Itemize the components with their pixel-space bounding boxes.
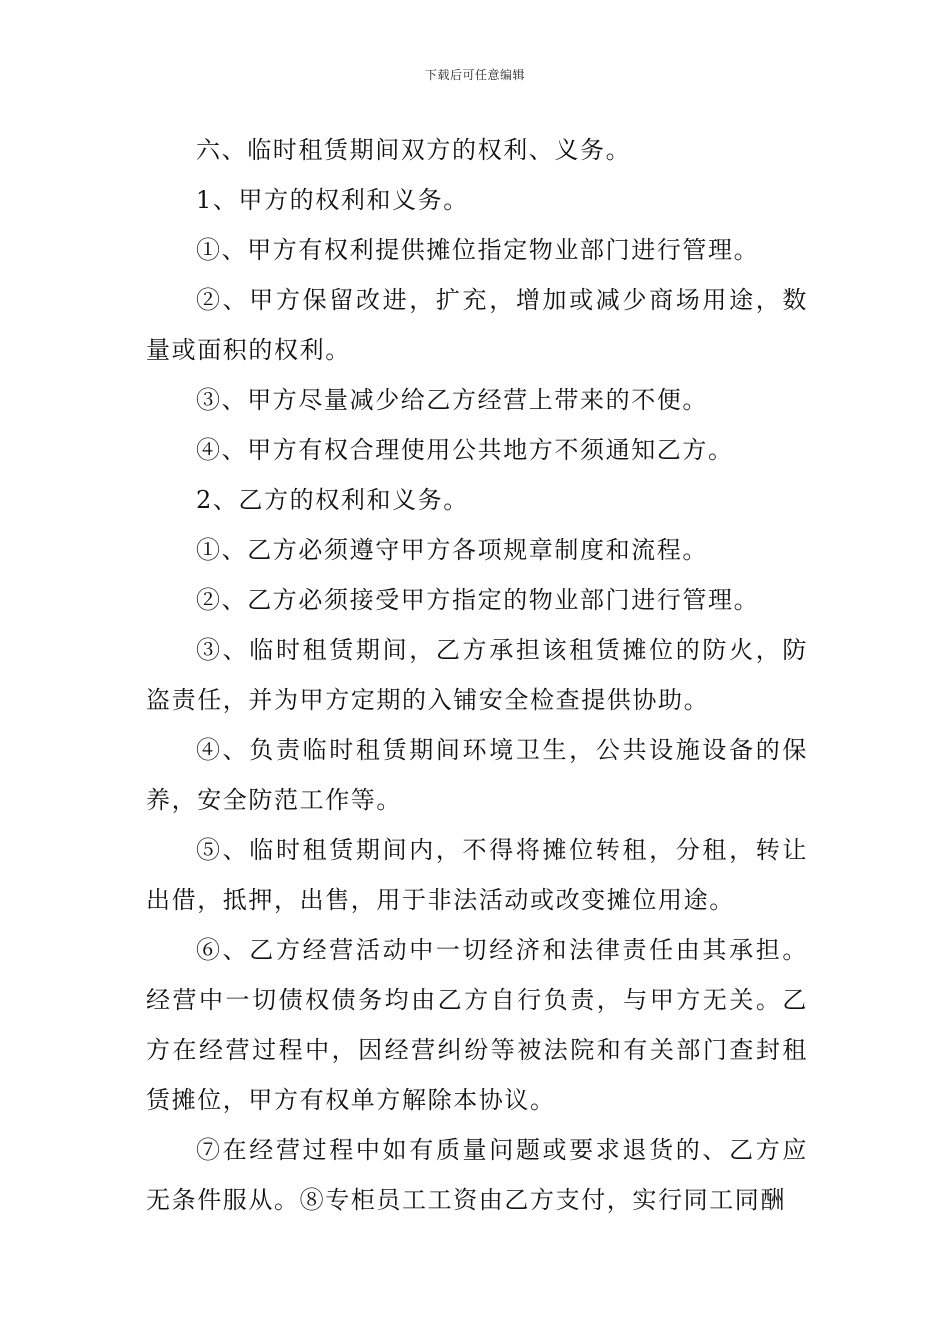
party-a-clause-3: ③、甲方尽量减少给乙方经营上带来的不便。	[196, 386, 708, 414]
party-a-clause-1: ①、甲方有权利提供摊位指定物业部门进行管理。	[196, 236, 760, 264]
party-a-clause-2: ②、甲方保留改进，扩充，增加或减少商场用途，数量或面积的权利。	[146, 286, 808, 364]
party-b-clause-1: ①、乙方必须遵守甲方各项规章制度和流程。	[196, 536, 708, 564]
document-body	[146, 125, 808, 1225]
party-a-heading: 1、甲方的权利和义务。	[196, 186, 469, 214]
page-header-note: 下载后可任意编辑	[424, 68, 525, 82]
section-heading-rights-obligations: 六、临时租赁期间双方的权利、义务。	[196, 136, 632, 164]
party-b-heading: 2、乙方的权利和义务。	[196, 486, 469, 514]
party-b-clause-5: ⑤、临时租赁期间内，不得将摊位转租，分租，转让出借，抵押，出售，用于非法活动或改变摊位用途。	[146, 836, 808, 914]
party-b-clause-2: ②、乙方必须接受甲方指定的物业部门进行管理。	[196, 586, 760, 614]
party-b-clause-3: ③、临时租赁期间，乙方承担该租赁摊位的防火，防盗责任，并为甲方定期的入铺安全检查提供协助。	[146, 636, 808, 714]
party-a-clause-4: ④、甲方有权合理使用公共地方不须通知乙方。	[196, 436, 734, 464]
party-b-clause-6: ⑥、乙方经营活动中一切经济和法律责任由其承担。经营中一切债权债务均由乙方自行负责，与甲方无关。乙方在经营过程中，因经营纠纷等被法院和有关部门查封租赁摊位，甲方有权单方解除本协议。	[146, 936, 808, 1114]
party-b-clause-7-8: ⑦在经营过程中如有质量问题或要求退货的、乙方应无条件服从。⑧专柜员工工资由乙方支付，实行同工同酬	[146, 1136, 808, 1214]
party-b-clause-4: ④、负责临时租赁期间环境卫生，公共设施设备的保养，安全防范工作等。	[146, 736, 808, 814]
